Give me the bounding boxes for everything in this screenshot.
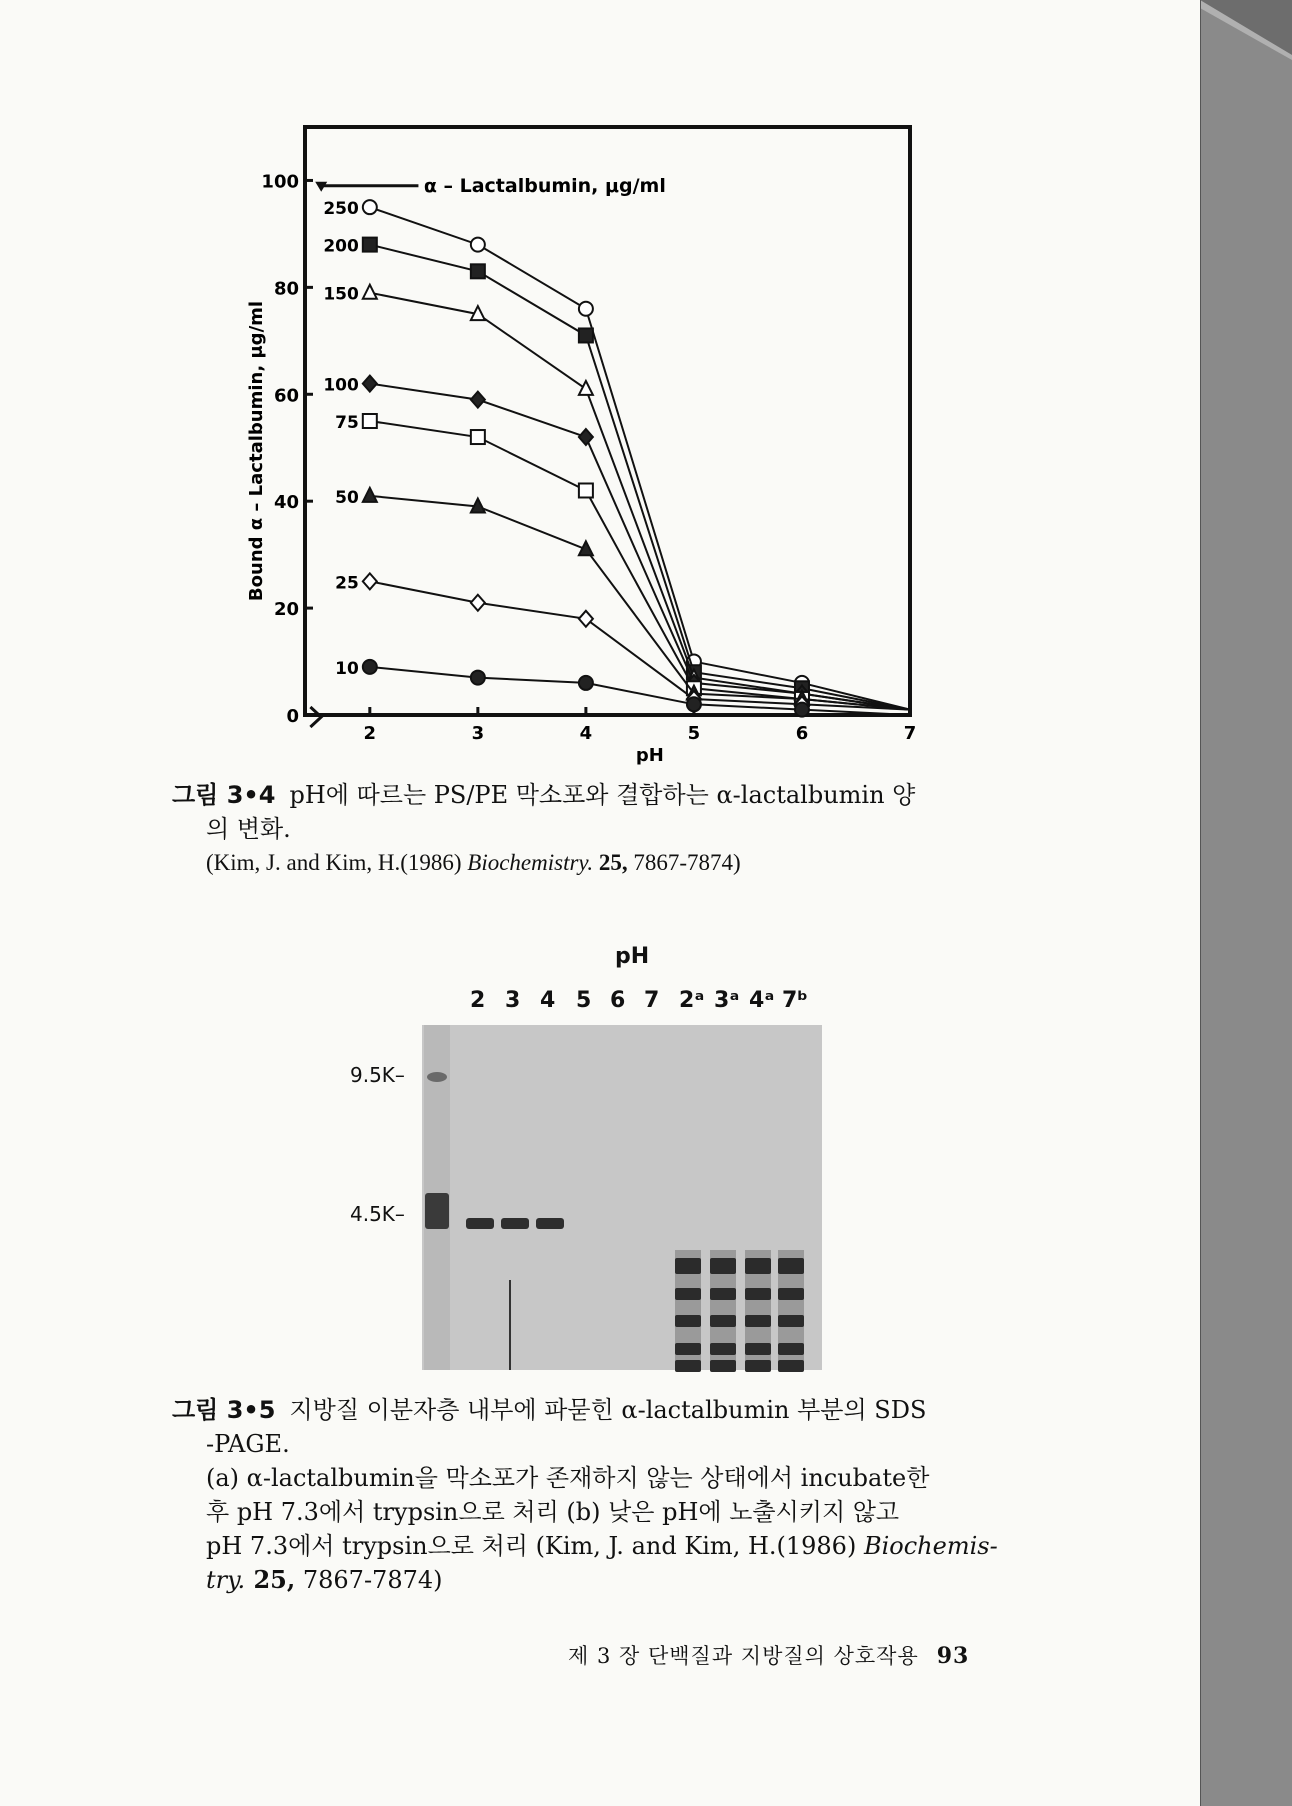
y-tick-label-40: 40 xyxy=(273,492,299,514)
point-100-ph2 xyxy=(363,376,377,392)
ref-pages: 7867-7874) xyxy=(627,850,741,875)
gel-ph-header: pH xyxy=(615,944,650,969)
series-label-200: 200 xyxy=(323,236,359,257)
lane-label-7: 2ᵃ xyxy=(679,988,705,1013)
caption-volume: 25, xyxy=(245,1565,296,1594)
fragment-band-9-4 xyxy=(745,1343,771,1355)
series-line-200 xyxy=(370,245,910,710)
fragment-band-7-5 xyxy=(675,1360,701,1372)
point-100-ph3 xyxy=(471,392,485,408)
series-label-10: 10 xyxy=(335,658,359,679)
y-axis-title: Bound α – Lactalbumin, μg/ml xyxy=(246,300,267,602)
ref-prefix: (Kim, J. and Kim, H.(1986) xyxy=(206,850,468,875)
legend-header: α – Lactalbumin, μg/ml xyxy=(423,174,666,197)
caption-text-1: pH에 따르는 PS/PE 막소포와 결합하는 α-lactalbumin 양 xyxy=(289,781,916,809)
lane-label-4: 5 xyxy=(576,988,592,1013)
chapter-title: 제 3 장 단백질과 지방질의 상호작용 xyxy=(568,1644,919,1668)
y-tick-label-80: 80 xyxy=(273,278,299,300)
fragment-band-7-3 xyxy=(675,1315,701,1327)
caption-text-6 xyxy=(172,1563,1012,1597)
point-25-ph2 xyxy=(363,573,377,589)
y-tick-label-0: 0 xyxy=(286,706,299,727)
figure-3-4-caption xyxy=(172,778,1012,880)
fragment-band-8-2 xyxy=(710,1288,736,1300)
figure-number: 그림 3•4 xyxy=(172,781,276,809)
point-75-ph3 xyxy=(471,430,485,444)
fragment-band-10-3 xyxy=(778,1315,804,1327)
caption-text-1: 지방질 이분자층 내부에 파묻힌 α-lactalbumin 부분의 SDS xyxy=(289,1396,927,1424)
series-label-100: 100 xyxy=(323,375,359,396)
band-lane-2 xyxy=(501,1218,529,1229)
ref-journal: Biochemistry. xyxy=(467,850,594,875)
fragment-band-10-5 xyxy=(778,1360,804,1372)
point-75-ph2 xyxy=(363,414,377,428)
series-label-50: 50 xyxy=(335,487,359,508)
caption-text-4: 후 pH 7.3에서 trypsin으로 처리 (b) 낮은 pH에 노출시키지 않고 xyxy=(206,1498,900,1526)
series-line-50 xyxy=(370,496,910,710)
y-tick-label-60: 60 xyxy=(273,385,299,407)
point-250-ph2 xyxy=(363,200,377,214)
point-10-ph4 xyxy=(579,676,593,690)
caption-text-5 xyxy=(172,1529,1012,1563)
x-tick-label-5: 5 xyxy=(687,723,701,744)
lane-label-10: 7ᵇ xyxy=(782,988,808,1013)
sds-page-gel xyxy=(330,940,850,1380)
figure-reference xyxy=(172,846,1012,880)
y-tick-label-100: 100 xyxy=(261,171,299,193)
lane-label-9: 4ᵃ xyxy=(749,988,775,1013)
figure-3-5-caption xyxy=(172,1393,1012,1597)
point-75-ph4 xyxy=(579,483,593,497)
point-200-ph2 xyxy=(363,238,377,252)
fragment-band-10-4 xyxy=(778,1343,804,1355)
figure-number: 그림 3•5 xyxy=(172,1396,276,1424)
caption-journal-b: try. xyxy=(206,1566,246,1594)
point-50-ph2 xyxy=(363,488,377,502)
point-150-ph4 xyxy=(579,381,593,395)
lane-label-6: 7 xyxy=(644,988,660,1013)
series-label-150: 150 xyxy=(323,284,359,305)
band-lane-3 xyxy=(536,1218,564,1229)
band-lane-1 xyxy=(466,1218,494,1229)
fragment-band-9-2 xyxy=(745,1288,771,1300)
point-150-ph2 xyxy=(363,285,377,299)
y-tick-label-20: 20 xyxy=(273,599,299,621)
marker-band-9-5k xyxy=(427,1072,447,1082)
caption-text-2: 의 변화. xyxy=(206,815,291,843)
fragment-band-10-2 xyxy=(778,1288,804,1300)
caption-text-5a: pH 7.3에서 trypsin으로 처리 (Kim, J. and Kim, H.(1986) xyxy=(206,1532,864,1560)
series-label-250: 250 xyxy=(323,199,359,220)
x-axis-title: pH xyxy=(635,745,664,766)
fragment-band-7-4 xyxy=(675,1343,701,1355)
lane-label-2: 3 xyxy=(505,988,521,1013)
fragment-band-7-1 xyxy=(675,1258,701,1274)
book-edge xyxy=(1200,0,1292,1806)
series-label-25: 25 xyxy=(335,573,359,594)
chart-svg xyxy=(240,115,940,770)
lane-label-1: 2 xyxy=(470,988,486,1013)
point-25-ph4 xyxy=(579,611,593,627)
series-line-75 xyxy=(370,421,910,710)
x-tick-label-6: 6 xyxy=(795,723,809,744)
series-label-75: 75 xyxy=(335,413,359,433)
point-25-ph3 xyxy=(471,595,485,611)
marker-4-5k: 4.5K– xyxy=(350,1202,405,1226)
point-10-ph2 xyxy=(363,660,377,674)
x-tick-label-4: 4 xyxy=(579,723,593,744)
marker-band-4-5k xyxy=(425,1193,449,1229)
fragment-band-10-1 xyxy=(778,1258,804,1274)
fragment-band-8-5 xyxy=(710,1360,736,1372)
series-line-250 xyxy=(370,207,910,709)
fragment-band-8-4 xyxy=(710,1343,736,1355)
caption-pages: 7867-7874) xyxy=(295,1566,443,1594)
point-250-ph3 xyxy=(471,238,485,252)
caption-journal-a: Biochemis- xyxy=(863,1532,998,1560)
lane-label-3: 4 xyxy=(540,988,556,1013)
fragment-band-9-5 xyxy=(745,1360,771,1372)
x-tick-label-2: 2 xyxy=(363,723,377,744)
page-number: 93 xyxy=(936,1643,970,1669)
caption-text-2: -PAGE. xyxy=(206,1430,290,1458)
point-250-ph4 xyxy=(579,302,593,316)
caption-text-3: (a) α-lactalbumin을 막소포가 존재하지 않는 상태에서 incubate한 xyxy=(206,1464,930,1492)
fragment-band-9-1 xyxy=(745,1258,771,1274)
marker-9-5k: 9.5K– xyxy=(350,1063,405,1087)
series-line-10 xyxy=(370,667,910,715)
point-200-ph4 xyxy=(579,328,593,342)
ref-volume: 25, xyxy=(593,850,628,875)
fragment-band-8-3 xyxy=(710,1315,736,1327)
gel-image xyxy=(330,940,850,1380)
fragment-band-7-2 xyxy=(675,1288,701,1300)
page-footer xyxy=(568,1640,969,1670)
point-10-ph3 xyxy=(471,671,485,685)
x-tick-label-3: 3 xyxy=(471,723,485,744)
lane-label-8: 3ᵃ xyxy=(714,988,740,1013)
point-200-ph3 xyxy=(471,264,485,278)
lane-label-5: 6 xyxy=(610,988,626,1013)
fragment-band-9-3 xyxy=(745,1315,771,1327)
x-tick-label-7: 7 xyxy=(903,723,917,744)
point-10-ph6 xyxy=(795,703,809,717)
fragment-band-8-1 xyxy=(710,1258,736,1274)
binding-chart xyxy=(240,115,940,770)
point-10-ph5 xyxy=(687,697,701,711)
point-100-ph4 xyxy=(579,429,593,445)
